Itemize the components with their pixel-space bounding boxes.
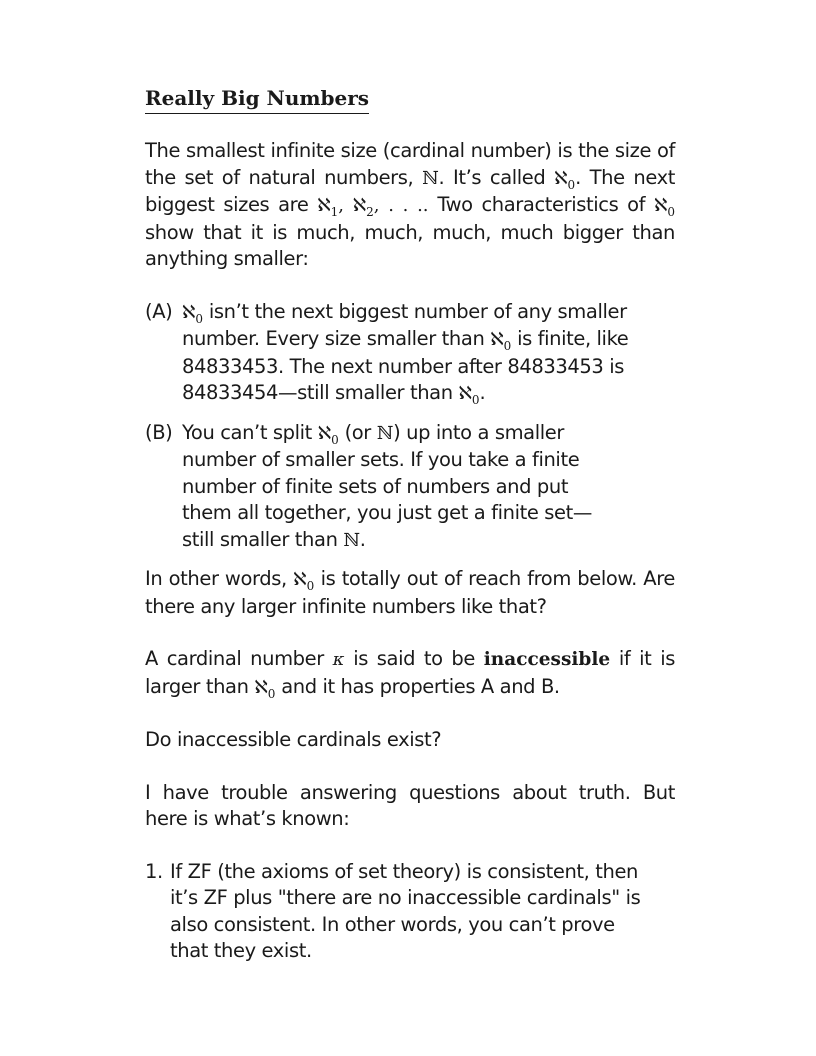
aleph-symbol: ℵ — [293, 569, 307, 590]
item-text: ) up into a smaller number of smaller sets. If you take a finite number of finite sets of numbers and put them all together, you just get a finite set—still smaller than — [182, 420, 592, 551]
paragraph-question: Do inaccessible cardinals exist? — [145, 728, 442, 751]
aleph-symbol: ℵ — [254, 676, 268, 698]
subscript: 2 — [366, 204, 374, 219]
aleph-symbol: ℵ — [458, 383, 472, 404]
document-page — [145, 84, 675, 965]
aleph-symbol: ℵ — [317, 195, 331, 216]
paragraph-text: if it is larger than — [145, 647, 675, 698]
naturals-symbol: ℕ — [376, 422, 394, 444]
aleph-symbol: ℵ — [317, 422, 332, 444]
aleph-symbol: ℵ — [182, 301, 196, 323]
item-body — [182, 420, 675, 555]
defined-term: inaccessible — [483, 649, 611, 670]
subscript: 0 — [195, 311, 204, 326]
kappa-symbol: κ — [332, 649, 345, 670]
page-title: Really Big Numbers — [145, 84, 369, 114]
subscript: 0 — [503, 338, 512, 353]
paragraph-definition — [145, 646, 675, 701]
item-text: You can’t split — [182, 420, 318, 444]
item-body — [182, 299, 675, 408]
intro-text: . It’s called — [438, 165, 555, 189]
subscript: 0 — [667, 204, 675, 219]
paragraph-text: is said to be — [344, 647, 484, 670]
intro-paragraph — [145, 138, 675, 273]
subscript: 0 — [471, 392, 480, 407]
math-punct: , — [338, 195, 353, 216]
subscript: 0 — [267, 686, 276, 701]
paragraph-text: In other words, — [145, 567, 294, 590]
paragraph-other-words — [145, 566, 675, 620]
intro-text: show that it is much, much, much, much bigger than anything smaller: — [145, 220, 675, 270]
intro-text: Two characteristics of — [428, 193, 654, 216]
intro-text: . The next biggest sizes are — [145, 165, 675, 216]
list-item-b — [145, 420, 675, 555]
paragraph-text: and it has properties A and B. — [275, 674, 560, 698]
item-text: . — [479, 381, 486, 404]
paragraph-text: is totally out of reach from below. Are there any larger infinite numbers like that? — [145, 567, 675, 618]
item-label: (A) — [145, 299, 173, 323]
subscript: 0 — [331, 432, 339, 447]
aleph-symbol: ℵ — [653, 195, 668, 216]
item-text: . — [359, 527, 366, 551]
paragraph-text: A cardinal number — [145, 647, 333, 670]
list-item-a — [145, 299, 675, 408]
subscript: 0 — [306, 578, 315, 593]
item-text: isn’t the next biggest number of any smaller number. Every size smaller than — [182, 299, 627, 350]
paragraph-trouble: I have trouble answering questions about truth. But here is what’s known: — [145, 780, 675, 830]
item-text: (or — [338, 420, 377, 444]
aleph-symbol: ℵ — [352, 195, 367, 216]
aleph-symbol: ℵ — [554, 167, 568, 189]
item-label: (B) — [145, 420, 173, 444]
list-item-1 — [145, 859, 675, 965]
aleph-symbol: ℵ — [490, 329, 504, 350]
subscript: 1 — [330, 204, 339, 219]
intro-text: The smallest infinite size (cardinal number) is the size of the set of natural numbers, — [145, 139, 675, 189]
subscript: 0 — [567, 177, 576, 192]
item-text: is finite, like 84833453. The next number after 84833453 is 84833454—still smaller than — [182, 327, 629, 404]
naturals-symbol: ℕ — [422, 167, 439, 189]
item-body: If ZF (the axioms of set theory) is consistent, then it’s ZF plus "there are no inaccessible cardinals" is also consistent. In other words, you can’t prove that they exist. — [170, 859, 641, 962]
math-ellipsis: , . . .. — [373, 195, 429, 216]
item-label: 1. — [145, 859, 163, 883]
naturals-symbol: ℕ — [343, 529, 360, 551]
